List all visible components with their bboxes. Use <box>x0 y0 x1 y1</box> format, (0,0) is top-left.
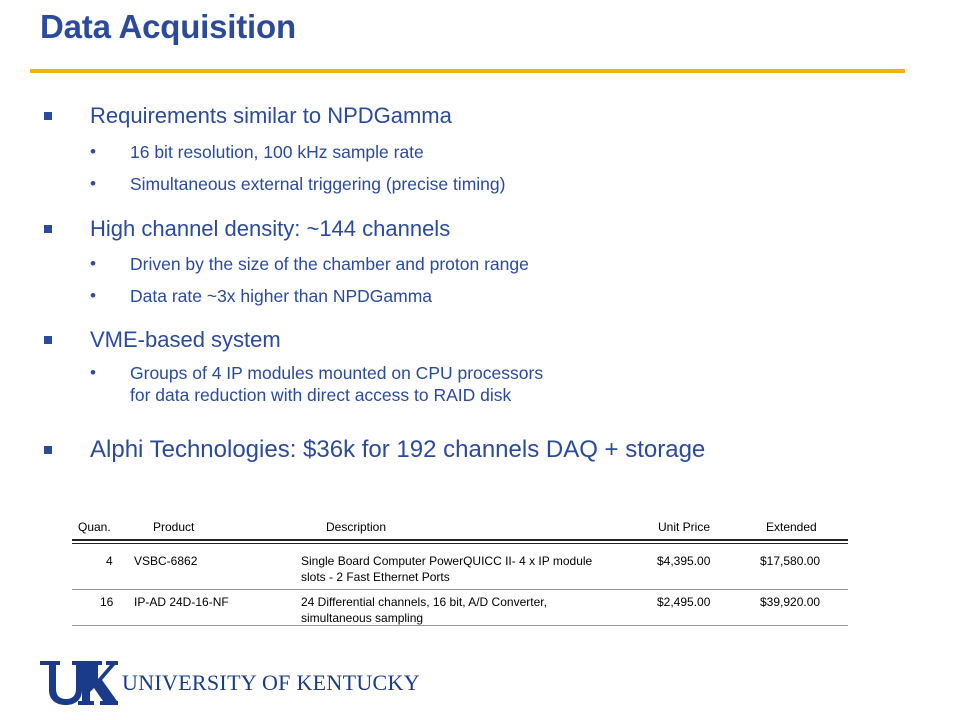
col-header-extended: Extended <box>766 520 817 534</box>
sub-bullet-text: Driven by the size of the chamber and proton range <box>130 254 529 274</box>
cell-unit-price: $2,495.00 <box>657 595 711 609</box>
col-header-product: Product <box>153 520 195 534</box>
uk-logo-mark <box>38 657 118 707</box>
logo-text: UNIVERSITY OF KENTUCKY <box>122 670 420 695</box>
bullet-text: VME-based system <box>90 327 281 352</box>
cell-quan: 4 <box>106 554 113 568</box>
square-bullet-icon <box>44 446 52 454</box>
cell-description-line-2: simultaneous sampling <box>301 611 424 625</box>
bullet-text: Alphi Technologies: $36k for 192 channels DAQ + storage <box>90 436 706 463</box>
title-underline <box>30 69 905 73</box>
dot-bullet-icon: • <box>90 142 96 161</box>
slide-title: Data Acquisition <box>40 8 296 45</box>
sub-bullet-text-line-1: Groups of 4 IP modules mounted on CPU processors <box>130 363 544 383</box>
table-header-row <box>70 516 848 538</box>
col-header-description: Description <box>326 520 387 534</box>
sub-bullet <box>90 253 529 275</box>
bullet-channel-density <box>90 216 450 242</box>
square-bullet-icon <box>44 225 52 233</box>
cell-product: VSBC-6862 <box>134 554 198 568</box>
bullet-text: High channel density: ~144 channels <box>90 216 451 241</box>
bullet-alphi <box>90 436 705 464</box>
dot-bullet-icon: • <box>90 363 96 382</box>
col-header-quan: Quan. <box>78 520 111 534</box>
sub-bullet-text-line-2: for data reduction with direct access to RAID disk <box>130 385 512 405</box>
sub-bullet <box>90 173 506 195</box>
sub-bullet <box>90 141 424 163</box>
table-bottom-rule <box>72 625 848 626</box>
sub-bullet <box>90 362 544 406</box>
sub-bullet-text: 16 bit resolution, 100 kHz sample rate <box>130 142 424 162</box>
bullet-requirements <box>90 103 452 129</box>
square-bullet-icon <box>44 336 52 344</box>
cell-product: IP-AD 24D-16-NF <box>134 595 229 609</box>
row-divider <box>72 589 848 590</box>
cell-extended: $17,580.00 <box>760 554 821 568</box>
dot-bullet-icon: • <box>90 254 96 273</box>
cell-quan: 16 <box>100 595 114 609</box>
bullet-text: Requirements similar to NPDGamma <box>90 103 452 128</box>
sub-bullet-text: Data rate ~3x higher than NPDGamma <box>130 286 433 306</box>
bullet-vme <box>90 327 281 353</box>
cell-description-line-1: Single Board Computer PowerQUICC II- 4 x IP module <box>301 554 593 568</box>
square-bullet-icon <box>44 112 52 120</box>
col-header-unit-price: Unit Price <box>658 520 711 534</box>
cell-description-line-2: slots - 2 Fast Ethernet Ports <box>301 570 450 584</box>
dot-bullet-icon: • <box>90 174 96 193</box>
sub-bullet-text: Simultaneous external triggering (precise timing) <box>130 174 506 194</box>
price-table <box>70 516 848 625</box>
cell-extended: $39,920.00 <box>760 595 821 609</box>
dot-bullet-icon: • <box>90 286 96 305</box>
cell-description-line-1: 24 Differential channels, 16 bit, A/D Converter, <box>301 595 547 609</box>
header-rule <box>72 539 848 541</box>
header-rule <box>72 543 848 544</box>
sub-bullet <box>90 285 433 307</box>
cell-unit-price: $4,395.00 <box>657 554 711 568</box>
university-logo <box>38 657 420 707</box>
